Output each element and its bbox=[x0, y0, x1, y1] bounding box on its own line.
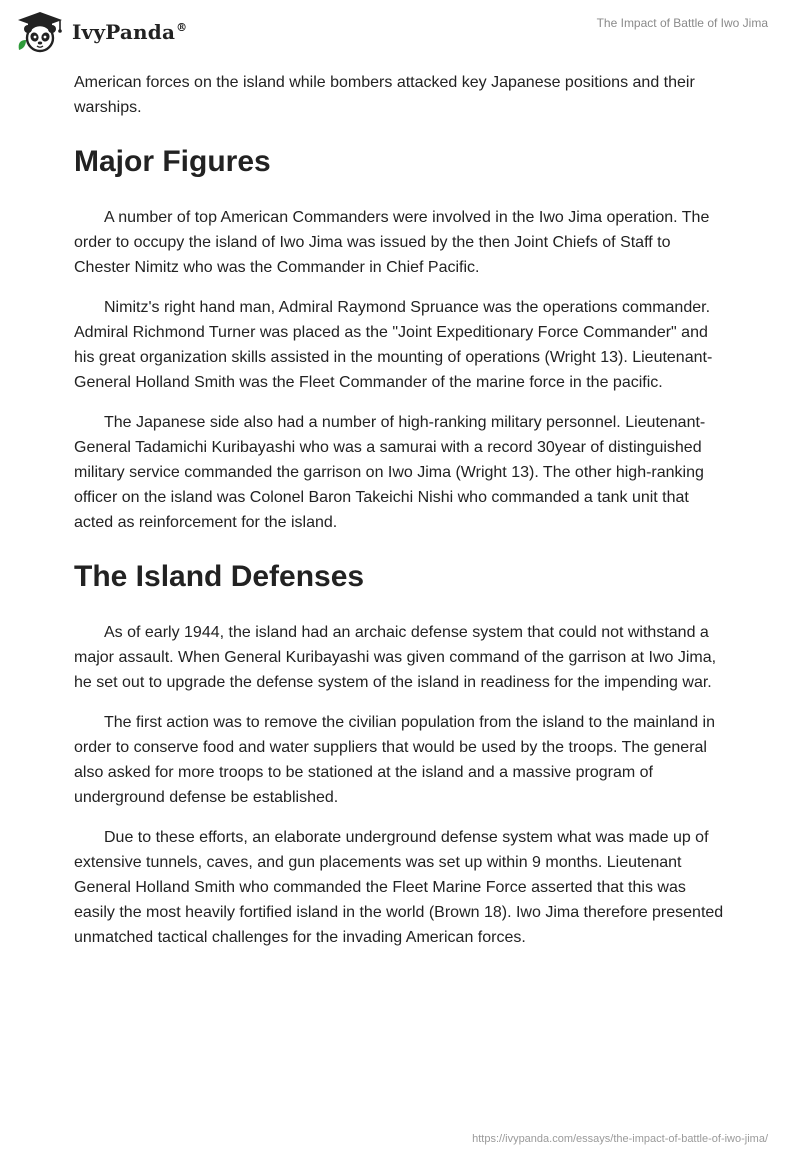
essay-content bbox=[74, 70, 728, 965]
footer-url-link[interactable]: https://ivypanda.com/essays/the-impact-of-battle-of-iwo-jima/ bbox=[472, 1133, 768, 1145]
brand-logo[interactable] bbox=[14, 10, 187, 54]
paragraph: A number of top American Commanders were involved in the Iwo Jima operation. The order to occupy the island of Iwo Jima was issued by the then Joint Chiefs of Staff to Chester Nimitz who was the Commander in Chief Pacific. bbox=[74, 209, 710, 276]
paragraph: Due to these efforts, an elaborate underground defense system what was made up of extensive tunnels, caves, and gun placements was set up within 9 months. Lieutenant General Holland Smith who commanded the Fleet Marine Force asserted that this was easily the most heavily fortified island in the world (Brown 18). Iwo Jima therefore presented unmatched tactical challenges for the invading American forces. bbox=[74, 829, 724, 946]
paragraph: The Japanese side also had a number of high-ranking military personnel. Lieutenant-General Tadamichi Kuribayashi who was a samurai with a record 30year of distinguished military service commanded the garrison on Iwo Jima (Wright 13). The other high-ranking officer on the island was Colonel Baron Takeichi Nishi who commanded a tank unit that acted as reinforcement for the island. bbox=[74, 414, 706, 531]
intro-paragraph: American forces on the island while bombers attacked key Japanese positions and their warships. bbox=[74, 74, 695, 116]
section-heading-island-defenses: The Island Defenses bbox=[74, 560, 365, 593]
paragraph: The first action was to remove the civilian population from the island to the mainland in order to conserve food and water suppliers that would be used by the troops. The general also asked for more troops to be stationed at the island and a massive program of underground defense be established. bbox=[74, 714, 715, 806]
paragraph: As of early 1944, the island had an archaic defense system that could not withstand a major assault. When General Kuribayashi was given command of the garrison at Iwo Jima, he set out to upgrade the defense system of the island in readiness for the impending war. bbox=[74, 624, 717, 691]
brand-name: IvyPanda® bbox=[72, 20, 188, 44]
section-heading-major-figures: Major Figures bbox=[74, 145, 271, 178]
paragraph: Nimitz's right hand man, Admiral Raymond Spruance was the operations commander. Admiral Richmond Turner was placed as the "Joint Expeditionary Force Commander" and his great organization skills assisted in the mounting of operations (Wright 13). Lieutenant-General Holland Smith was the Fleet Commander of the marine force in the pacific. bbox=[74, 299, 713, 391]
panda-graduate-icon bbox=[14, 10, 66, 54]
document-title: The Impact of Battle of Iwo Jima bbox=[596, 16, 768, 30]
